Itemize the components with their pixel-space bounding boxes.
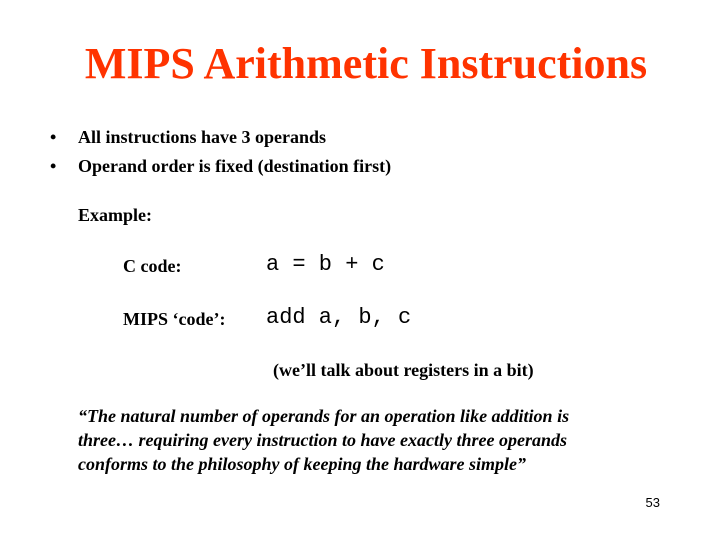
quote-block [78,404,658,476]
bullet-list [50,126,391,184]
page-number: 53 [645,495,660,510]
quote-line: “The natural number of operands for an operation like addition is [78,406,570,426]
slide-title: MIPS Arithmetic Instructions [84,39,648,88]
example-label: Example: [78,205,152,225]
bullet-text: Operand order is fixed (destination first) [78,156,392,176]
bullet-text: All instructions have 3 operands [78,127,327,147]
code-row-code: add a, b, c [266,305,412,330]
code-row-code: a = b + c [266,252,385,277]
code-row-label: C code: [123,256,182,276]
bullet-item [50,155,391,184]
bullet-icon: • [50,127,57,147]
bullet-item [50,126,391,155]
quote-line: conforms to the philosophy of keeping the hardware simple” [78,454,527,474]
code-row-label: MIPS ‘code’: [123,309,226,329]
bullet-icon: • [50,156,57,176]
quote-line: three… requiring every instruction to have exactly three operands [78,430,567,450]
registers-note: (we’ll talk about registers in a bit) [273,360,534,380]
